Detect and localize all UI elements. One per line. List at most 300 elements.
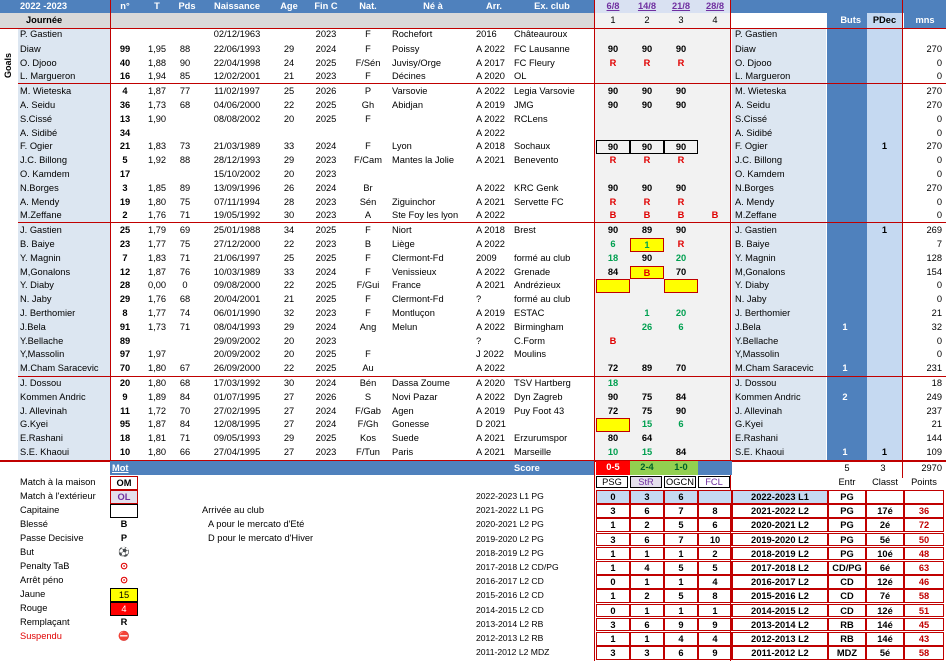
mns-cell: 0 (936, 196, 942, 207)
history-value: 9 (698, 646, 732, 660)
match-cell: 90 (641, 182, 653, 193)
player-num: 20 (119, 378, 131, 388)
player-num: 11 (120, 405, 130, 416)
player-fin: 2025 (315, 252, 337, 263)
player-birth: 28/12/1993 (213, 155, 261, 166)
match-date-3: 21/8 (671, 1, 691, 11)
player-name: N. Jaby (20, 294, 52, 305)
buts-cell (827, 168, 863, 182)
player-ex: Benevento (514, 155, 559, 166)
player-fin: 2023 (315, 29, 337, 39)
opponent-cell: StR (630, 476, 662, 488)
player-pds: 75 (179, 239, 191, 249)
player-fin (306, 127, 346, 141)
history-rank: 6é (866, 561, 904, 575)
match-cell (596, 279, 630, 293)
buts-cell (827, 127, 863, 141)
player-pds (172, 113, 198, 127)
col-naissance: Naissance (214, 1, 260, 11)
player-arr: A 2022 (476, 113, 505, 124)
pdec-cell (867, 196, 902, 210)
player-fin: 2024 (315, 405, 337, 416)
player-ne: Agen (392, 405, 414, 416)
match-cell (596, 348, 630, 362)
match-cell (698, 418, 732, 432)
mns-cell: 154 (926, 266, 942, 277)
right-player-name: S.E. Khaoui (735, 447, 785, 457)
player-t: 1,73 (147, 321, 167, 332)
player-t: 1,95 (147, 43, 167, 54)
mns-cell: 0 (936, 294, 942, 305)
legend-title: Mot (112, 463, 129, 473)
classt-label: Classt (872, 477, 898, 487)
match-cell: R (609, 196, 617, 207)
player-birth: 27/12/2000 (213, 239, 261, 249)
player-age: 25 (283, 86, 295, 97)
history-value: 5 (698, 561, 732, 575)
player-num: 95 (119, 419, 131, 430)
player-num: 12 (119, 266, 131, 277)
buts-cell (827, 182, 863, 196)
right-player-name: Y. Diaby (735, 280, 769, 291)
player-age: 20 (283, 349, 295, 360)
player-row (0, 432, 946, 446)
player-nat (346, 335, 390, 349)
player-pds (172, 28, 198, 42)
player-fin: 2025 (315, 363, 337, 374)
player-num: 7 (122, 252, 128, 263)
player-ex: formé au club (514, 294, 571, 305)
match-cell: R (609, 155, 617, 166)
player-ex: Marseille (514, 447, 552, 457)
player-nat: Au (362, 363, 374, 374)
player-fin: 2025 (315, 225, 337, 236)
match-cell: 90 (675, 225, 687, 236)
player-t: 1,76 (147, 294, 167, 305)
player-ex: Dyn Zagreb (514, 391, 563, 402)
player-age: 29 (283, 155, 295, 166)
match-cell (698, 140, 732, 154)
match-cell: 90 (607, 225, 619, 236)
mns-cell: 269 (926, 225, 942, 236)
history-label: 2014-2015 L2 (732, 604, 828, 618)
opponent-cell: OGCN (664, 476, 696, 488)
player-num: 3 (122, 182, 128, 193)
player-age: 20 (283, 113, 295, 124)
pdec-cell (867, 432, 902, 446)
player-num: 21 (119, 141, 131, 152)
player-name: Diaw (20, 43, 41, 54)
pdec-label: PDec (872, 15, 897, 25)
player-row (0, 362, 946, 376)
pdec-cell: 1 (881, 141, 888, 152)
history-season: 2013-2014 L2 RB (476, 618, 544, 629)
player-pds: 68 (179, 100, 191, 110)
player-nat: F (365, 113, 371, 124)
player-fin: 2026 (315, 391, 337, 402)
legend-symbol: R (120, 617, 128, 627)
player-age: 20 (283, 169, 295, 179)
pdec-cell (867, 57, 902, 71)
match-cell: 20 (675, 308, 687, 318)
player-arr (476, 168, 514, 182)
buts-cell (827, 418, 863, 432)
match-journee-1: 1 (610, 15, 616, 25)
match-cell (698, 377, 732, 391)
history-label: 2017-2018 L2 (732, 561, 828, 575)
mns-cell: 32 (931, 321, 942, 332)
player-t (142, 127, 172, 141)
legend-label: Jaune (20, 589, 46, 599)
player-arr: A 2022 (476, 182, 505, 193)
player-arr: A 2021 (476, 447, 505, 457)
player-age: 27 (283, 405, 295, 416)
player-ex: Erzurumspor (514, 433, 568, 444)
player-ne (392, 113, 476, 127)
mns-cell (904, 28, 942, 42)
player-birth: 02/12/1963 (213, 29, 261, 39)
player-arr: A 2019 (476, 405, 505, 416)
history-value (698, 490, 732, 504)
legend-label: Capitaine (20, 505, 60, 515)
player-birth: 22/06/1993 (213, 43, 261, 54)
match-cell: 26 (641, 321, 653, 332)
player-nat: B (364, 239, 372, 249)
right-player-name: Y. Magnin (735, 252, 776, 263)
player-arr: D 2021 (476, 419, 506, 430)
player-birth: 06/01/1990 (213, 308, 261, 318)
player-arr: J 2022 (476, 349, 504, 360)
points-label: Points (911, 477, 937, 487)
player-birth: 17/03/1992 (213, 378, 261, 388)
legend-symbol: 15 (110, 588, 138, 602)
match-cell (664, 335, 698, 349)
buts-cell (827, 348, 863, 362)
player-name: Y. Diaby (20, 280, 54, 291)
history-value: 9 (664, 618, 698, 632)
history-div: PG (828, 518, 866, 532)
right-player-name: M. Wieteska (735, 86, 787, 97)
player-num: 89 (119, 335, 131, 346)
player-ex: RCLens (514, 113, 548, 124)
buts-cell (827, 113, 863, 127)
buts-cell (827, 307, 863, 321)
history-value: 0 (596, 575, 630, 589)
player-fin: 2023 (315, 239, 337, 249)
player-row (0, 85, 946, 99)
match-cell: 75 (641, 405, 653, 416)
match-cell (664, 168, 698, 182)
history-div: PG (828, 504, 866, 518)
player-pds: 66 (179, 447, 191, 457)
player-row (0, 127, 946, 141)
player-t (142, 28, 172, 42)
match-cell: 18 (607, 252, 619, 263)
player-ne: Clermont-Fd (392, 252, 444, 263)
right-player-name: Y.Bellache (735, 335, 779, 346)
match-cell (698, 266, 732, 280)
pdec-cell (867, 238, 902, 252)
legend-symbol: 4 (110, 602, 138, 616)
player-ne: Novi Pazar (392, 391, 438, 402)
player-name: J. Gastien (20, 225, 62, 236)
match-cell: 90 (630, 140, 664, 154)
player-t: 1,80 (147, 378, 167, 388)
history-points (904, 490, 944, 504)
history-rank: 10é (866, 547, 904, 561)
mns-cell: 144 (926, 433, 942, 444)
col-age: Age (280, 1, 298, 11)
player-ne: Ziguinchor (392, 196, 436, 207)
player-ne: Rochefort (392, 29, 433, 39)
match-cell: 84 (607, 266, 619, 277)
history-label: 2013-2014 L2 (732, 618, 828, 632)
player-arr: ? (476, 335, 482, 346)
player-birth: 01/07/1995 (213, 391, 261, 402)
col-ne: Né à (423, 1, 443, 11)
player-num: 29 (119, 294, 131, 305)
player-age: 24 (283, 57, 295, 68)
player-t (142, 335, 172, 349)
player-ex: Moulins (514, 349, 547, 360)
player-num: 16 (119, 71, 131, 82)
buts-cell (827, 154, 863, 168)
match-cell (698, 362, 732, 376)
player-name: E.Rashani (20, 433, 63, 444)
player-age: 29 (283, 321, 295, 332)
history-value: 2 (630, 589, 664, 603)
right-player-name: N. Jaby (735, 294, 767, 305)
match-cell (664, 279, 698, 293)
player-row (0, 168, 946, 182)
match-cell: R (643, 155, 651, 166)
match-cell (698, 391, 732, 405)
history-value: 10 (698, 533, 732, 547)
buts-cell (827, 28, 863, 42)
match-cell (698, 127, 732, 141)
player-fin: 2025 (315, 57, 337, 68)
player-ex: FC Lausanne (514, 43, 570, 54)
legend-label: But (20, 547, 34, 557)
pdec-cell (867, 252, 902, 266)
mns-cell: 7 (936, 239, 942, 249)
player-t: 1,87 (147, 419, 167, 430)
player-arr: A 2019 (476, 100, 505, 110)
match-cell (596, 28, 630, 42)
match-cell (664, 127, 698, 141)
player-t: 1,83 (147, 252, 167, 263)
history-div: PG (828, 547, 866, 561)
match-cell: 90 (607, 86, 619, 97)
right-player-name: F. Ogier (735, 141, 768, 152)
player-pds: 85 (179, 71, 191, 82)
player-age: 33 (283, 141, 295, 152)
player-t: 1,87 (147, 266, 167, 277)
history-div: MDZ (828, 646, 866, 660)
player-t: 1,81 (147, 433, 167, 444)
pdec-cell (867, 168, 902, 182)
legend-symbol: ⚽ (118, 547, 130, 557)
history-value: 4 (664, 632, 698, 646)
player-fin: 2025 (315, 100, 337, 110)
player-num: 8 (122, 308, 128, 318)
match-cell (698, 224, 732, 238)
player-arr: A 2022 (476, 321, 505, 332)
player-pds (172, 168, 198, 182)
player-nat: Kos (359, 433, 377, 444)
match-cell: 20 (675, 252, 687, 263)
match-cell (698, 196, 732, 210)
legend-symbol: OM (110, 476, 138, 490)
player-name: A. Sidibé (20, 127, 58, 138)
match-journee-3: 3 (678, 15, 684, 25)
player-pds: 70 (179, 405, 191, 416)
player-row (0, 252, 946, 266)
player-birth: 26/09/2000 (213, 363, 261, 374)
pdec-cell (867, 28, 902, 42)
player-pds (172, 348, 198, 362)
player-fin: 2023 (315, 210, 337, 221)
history-value: 1 (630, 575, 664, 589)
player-t: 1,72 (147, 405, 167, 416)
player-nat: F/Sén (355, 57, 381, 68)
history-value: 8 (698, 504, 732, 518)
player-pds (172, 335, 198, 349)
buts-cell (827, 224, 863, 238)
player-pds: 84 (179, 419, 191, 430)
player-pds: 71 (179, 252, 191, 263)
history-value: 6 (630, 504, 664, 518)
player-t: 0,00 (147, 280, 167, 291)
player-birth: 20/04/2001 (213, 294, 261, 305)
history-value: 5 (664, 561, 698, 575)
player-birth: 09/08/2000 (213, 280, 261, 291)
match-cell: 90 (664, 140, 698, 154)
player-nat: F/Gh (357, 419, 379, 430)
player-pds (172, 127, 198, 141)
col-finc: Fin C (314, 1, 338, 11)
pdec-cell (867, 85, 902, 99)
match-cell: 6 (610, 239, 616, 249)
player-row (0, 418, 946, 432)
pdec-cell (867, 43, 902, 57)
match-cell: R (677, 155, 685, 166)
player-name: Kommen Andric (20, 391, 86, 402)
history-points: 48 (904, 547, 944, 561)
match-cell (664, 28, 698, 42)
player-nat: F (365, 29, 371, 39)
mns-cell: 237 (926, 405, 942, 416)
player-name: S.E. Khaoui (20, 447, 70, 457)
player-num: 19 (119, 196, 131, 207)
match-journee-4: 4 (712, 15, 718, 25)
player-ne: France (392, 280, 421, 291)
pdec-cell: 1 (881, 447, 888, 457)
buts-cell (827, 335, 863, 349)
history-season: 2012-2013 L2 RB (476, 633, 544, 643)
pdec-cell (867, 293, 902, 307)
history-value: 2 (698, 547, 732, 561)
col-nat: Nat. (359, 1, 377, 11)
player-ex: Servette FC (514, 196, 564, 207)
player-age (272, 127, 306, 141)
player-nat: F (365, 294, 371, 305)
player-t: 1,80 (147, 363, 167, 374)
player-ex: Legia Varsovie (514, 86, 575, 97)
player-birth: 22/04/1998 (213, 57, 261, 68)
player-ne: Lyon (392, 141, 412, 152)
player-ne: Clermont-Fd (392, 294, 444, 305)
score-cell: 2-4 (630, 461, 664, 475)
match-cell: 90 (607, 391, 619, 402)
player-arr: A 2019 (476, 308, 505, 318)
history-value: 1 (596, 589, 630, 603)
player-arr: A 2021 (476, 280, 505, 291)
match-cell: R (677, 239, 685, 249)
player-row (0, 293, 946, 307)
player-fin: 2025 (315, 113, 337, 124)
match-cell: 1 (644, 308, 650, 318)
match-cell (596, 307, 630, 321)
history-season: 2020-2021 L2 PG (476, 519, 544, 530)
player-ex: formé au club (514, 252, 571, 263)
match-cell (698, 348, 732, 362)
right-player-name: M.Zeffane (735, 210, 777, 221)
buts-cell (827, 293, 863, 307)
player-age: 21 (283, 294, 295, 305)
player-row (0, 154, 946, 168)
history-points: 46 (904, 575, 944, 589)
match-cell: R (643, 57, 651, 68)
player-name: J. Berthomier (20, 308, 76, 318)
legend-symbol: OL (110, 490, 138, 504)
player-fin: 2024 (315, 43, 337, 54)
player-t: 1,83 (147, 141, 167, 152)
player-arr: A 2021 (476, 196, 505, 207)
player-birth: 12/08/1995 (213, 419, 261, 430)
player-name: M. Wieteska (20, 86, 72, 97)
player-arr: A 2022 (476, 239, 505, 249)
player-nat: Gh (361, 100, 375, 110)
right-player-name: N.Borges (735, 182, 774, 193)
player-age: 32 (283, 308, 295, 318)
history-label: 2011-2012 L2 (732, 646, 828, 660)
match-cell: 90 (641, 252, 653, 263)
player-arr: A 2017 (476, 57, 505, 68)
player-nat: F (365, 141, 371, 152)
player-pds: 88 (179, 155, 191, 166)
pdec-cell (867, 418, 902, 432)
player-num: 36 (119, 100, 131, 110)
pdec-cell (867, 266, 902, 280)
match-cell: 6 (678, 321, 684, 332)
score-label: Score (514, 463, 540, 473)
match-cell: 90 (675, 100, 687, 110)
history-value: 1 (630, 604, 664, 618)
history-points: 43 (904, 632, 944, 646)
history-label: 2012-2013 L2 (732, 632, 828, 646)
right-player-name: A. Sidibé (735, 127, 773, 138)
history-div: PG (828, 490, 866, 504)
match-cell (698, 85, 732, 99)
player-pds: 73 (179, 141, 191, 152)
player-name: J.C. Billong (20, 155, 68, 166)
player-age: 28 (283, 196, 295, 207)
player-age: 27 (283, 447, 295, 457)
player-ne: Gonesse (392, 419, 430, 430)
player-fin: 2024 (315, 266, 337, 277)
match-cell: R (677, 57, 685, 68)
